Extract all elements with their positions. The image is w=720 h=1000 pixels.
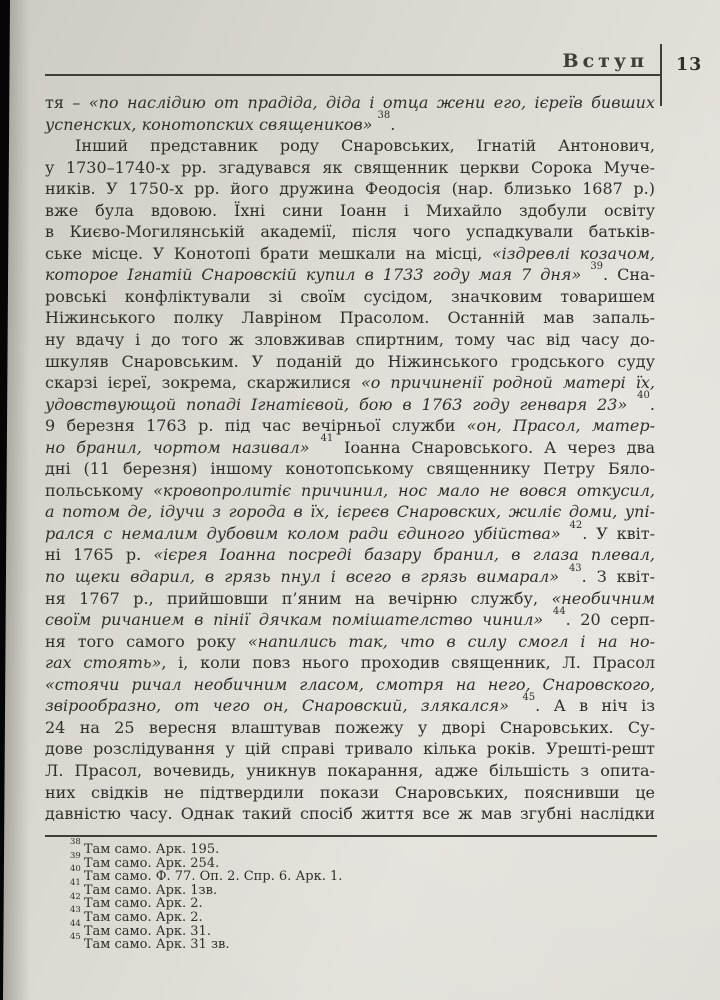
body-line bbox=[45, 605, 656, 631]
plain-text: . Сна- bbox=[603, 265, 655, 285]
body-line bbox=[45, 178, 655, 200]
plain-text: . А в ніч із bbox=[535, 696, 655, 716]
plain-text: . У квіт- bbox=[582, 523, 655, 543]
footnote-marker: 41 bbox=[320, 433, 334, 445]
body-line bbox=[45, 691, 655, 717]
footnote-item bbox=[45, 850, 665, 871]
body-text bbox=[45, 92, 655, 825]
plain-text: . bbox=[390, 114, 396, 134]
footnote-item bbox=[45, 864, 665, 885]
book-edge-left bbox=[0, 0, 10, 1000]
plain-text: . 20 серп- bbox=[565, 610, 656, 630]
footnote-item bbox=[45, 837, 665, 857]
quoted-text: «напились так, что в силу смогл і на но- bbox=[247, 631, 655, 651]
footnotes bbox=[45, 837, 665, 953]
footnote-item bbox=[45, 918, 665, 939]
quoted-text: «необичним bbox=[551, 588, 655, 608]
plain-text: ня того самого року bbox=[45, 631, 248, 651]
body-line bbox=[45, 652, 655, 674]
footnote-number: 42 bbox=[70, 891, 81, 902]
body-line bbox=[45, 415, 655, 437]
footnote-marker: 43 bbox=[568, 562, 582, 574]
plain-text: . З квіт- bbox=[581, 567, 656, 587]
body-line bbox=[45, 351, 655, 373]
body-line bbox=[45, 200, 655, 222]
plain-text: в Києво-Могилянській академії, після чого успадкували батьків- bbox=[45, 222, 655, 242]
quoted-text: «о причиненії родной матері їх, bbox=[360, 373, 655, 393]
footnote-number: 43 bbox=[70, 905, 81, 916]
body-line bbox=[45, 738, 655, 760]
plain-text: дове розслідування у цій справі тривало кілька років. Урешті-решт bbox=[45, 739, 655, 759]
plain-text: у 1730–1740-х рр. згадувався як священник церкви Сорока Муче- bbox=[45, 157, 655, 177]
body-line bbox=[45, 562, 656, 588]
plain-text: Ніжинського полку Лавріном Прасолом. Останній мав запаль- bbox=[45, 308, 655, 328]
footnote-number: 38 bbox=[70, 837, 81, 848]
quoted-text: своїм ричанием в пінії дячкам помішателство чинил» bbox=[45, 610, 553, 630]
footnote-text: Там само. Арк. 31. bbox=[83, 923, 211, 939]
body-line bbox=[45, 390, 655, 416]
body-line bbox=[45, 110, 655, 136]
footnote-item bbox=[45, 891, 665, 912]
plain-text: ровські конфліктували зі своїм сусідом, значковим товаришем bbox=[45, 286, 655, 306]
quoted-text: звірообразно, от чего он, Снаровский, злякался» bbox=[45, 696, 523, 716]
body-line bbox=[45, 782, 655, 804]
quoted-text: «ієрея Іоанна посреді базару бранил, в глаза плевал, bbox=[153, 545, 656, 565]
quoted-text: успенских, конотопских священиков» bbox=[45, 114, 378, 134]
plain-text: ників. У 1750-х рр. його дружина Феодосія (нар. близько 1687 р.) bbox=[45, 179, 655, 199]
footnote-marker: 39 bbox=[590, 261, 604, 273]
running-header-section-title: Вступ bbox=[562, 50, 648, 72]
footnote-item bbox=[45, 905, 665, 925]
plain-text: скарзі ієреї, зокрема, скаржилися bbox=[45, 373, 361, 393]
quoted-text: гах стоять» bbox=[45, 653, 162, 673]
plain-text: ні 1765 р. bbox=[45, 545, 154, 565]
body-line bbox=[45, 307, 655, 329]
plain-text: ня 1767 р., прийшовши п’яним на вечірню службу, bbox=[45, 588, 552, 608]
plain-text: Л. Прасол, вочевидь, уникнув покарання, адже більшість з опита- bbox=[45, 760, 655, 780]
quoted-text: а потом де, ідучи з города в їх, ієреєв Снаровских, жиліє доми, упі- bbox=[45, 502, 655, 522]
body-line bbox=[45, 329, 655, 351]
body-line bbox=[45, 631, 655, 653]
body-line bbox=[45, 501, 655, 523]
body-line bbox=[45, 480, 655, 502]
body-line bbox=[45, 372, 655, 394]
footnote-number: 44 bbox=[70, 918, 81, 929]
plain-text: . bbox=[649, 394, 655, 414]
quoted-text: «он, Прасол, матер- bbox=[466, 416, 655, 436]
body-line bbox=[45, 803, 655, 825]
plain-text: Іоанна Снаровського. А через два bbox=[333, 437, 655, 457]
quoted-text: по щеки вдарил, в грязь пнул і всего в грязь вимарал» bbox=[45, 567, 569, 587]
footnote-text: Там само. Арк. 2. bbox=[83, 909, 203, 925]
plain-text: Інший представник роду Снаровських, Ігнатій Антонович, bbox=[75, 136, 655, 156]
plain-text: 9 березня 1763 р. під час вечірньої служби bbox=[45, 416, 467, 436]
plain-text: польському bbox=[45, 480, 154, 500]
plain-text: 24 на 25 вересня влаштував пожежу у дворі Снаровських. Су- bbox=[45, 717, 655, 737]
body-line bbox=[45, 135, 655, 157]
footnote-marker: 40 bbox=[637, 390, 650, 402]
body-line bbox=[45, 519, 655, 545]
body-line bbox=[45, 261, 655, 286]
body-line bbox=[45, 433, 655, 459]
body-line bbox=[45, 717, 655, 739]
footnote-text: Там само. Ф. 77. Оп. 2. Спр. 6. Арк. 1. bbox=[83, 869, 343, 885]
body-line bbox=[45, 458, 655, 480]
plain-text: дні (11 березня) іншому конотопському священнику Петру Бяло- bbox=[45, 459, 655, 479]
footnote-number: 40 bbox=[70, 864, 81, 875]
body-line bbox=[45, 157, 655, 179]
header-horizontal-rule bbox=[45, 74, 660, 76]
plain-text: ну вдачу і до того ж зловживав спиртним, тому час від часу до- bbox=[45, 330, 655, 350]
quoted-text: «стоячи ричал необичним гласом, смотря на него, Снаровского, bbox=[45, 674, 655, 694]
quoted-text: «по наслідию от прадіда, діда і отца жени его, ієреїв бивших bbox=[88, 93, 655, 112]
quoted-text: которое Ігнатій Снаровскій купил в 1733 году мая 7 дня» bbox=[45, 265, 591, 285]
plain-text: вже була вдовою. Їхні сини Іоанн і Михайло здобули освіту bbox=[45, 200, 655, 220]
footnote-separator-rule bbox=[45, 835, 657, 837]
page-number: 13 bbox=[676, 55, 703, 75]
quoted-text: «іздревлі козачом, bbox=[491, 243, 655, 263]
quoted-text: рался с немалим дубовим колом ради єдиного убійства» bbox=[45, 523, 570, 543]
body-line bbox=[45, 544, 655, 566]
body-line bbox=[45, 760, 655, 782]
footnote-number: 45 bbox=[70, 932, 81, 943]
footnote-text: Там само. Арк. 2. bbox=[83, 896, 203, 912]
plain-text: ське місце. У Конотопі брати мешкали на місці, bbox=[45, 243, 492, 263]
body-line bbox=[45, 221, 655, 243]
quoted-text: удовствующой попаді Ігнатієвой, бою в 1763 году генваря 23» bbox=[45, 394, 638, 414]
body-line bbox=[45, 243, 655, 265]
footnote-text: Там само. Арк. 31 зв. bbox=[83, 937, 230, 953]
quoted-text: но бранил, чортом називал» bbox=[45, 437, 321, 457]
body-line bbox=[45, 286, 655, 308]
plain-text: , і, коли повз нього проходив священник, Л. Прасол bbox=[161, 653, 656, 673]
quoted-text: «кровопролитіє причинил, нос мало не вовся откусил, bbox=[153, 480, 655, 500]
footnote-marker: 45 bbox=[522, 691, 536, 703]
plain-text: тя – bbox=[45, 93, 89, 112]
footnote-number: 41 bbox=[70, 877, 81, 888]
footnote-marker: 38 bbox=[377, 110, 391, 122]
footnote-item bbox=[45, 932, 665, 953]
body-line bbox=[45, 92, 655, 114]
plain-text: них свідків не підтвердили покази Снаровських, пояснивши це bbox=[45, 782, 655, 802]
footnote-text: Там само. Арк. 254. bbox=[83, 855, 220, 871]
plain-text: шкуляв Снаровським. У поданій до Ніжинського гродського суду bbox=[45, 351, 655, 371]
footnote-marker: 42 bbox=[569, 519, 583, 531]
body-line bbox=[45, 674, 655, 696]
plain-text: давністю часу. Однак такий спосіб життя все ж мав згубні наслідки bbox=[45, 804, 655, 824]
footnote-number: 39 bbox=[70, 850, 81, 861]
footnote-marker: 44 bbox=[552, 605, 566, 617]
footnote-text: Там само. Арк. 195. bbox=[83, 842, 220, 857]
footnote-text: Там само. Арк. 1зв. bbox=[83, 882, 218, 898]
header-vertical-rule bbox=[660, 44, 662, 106]
